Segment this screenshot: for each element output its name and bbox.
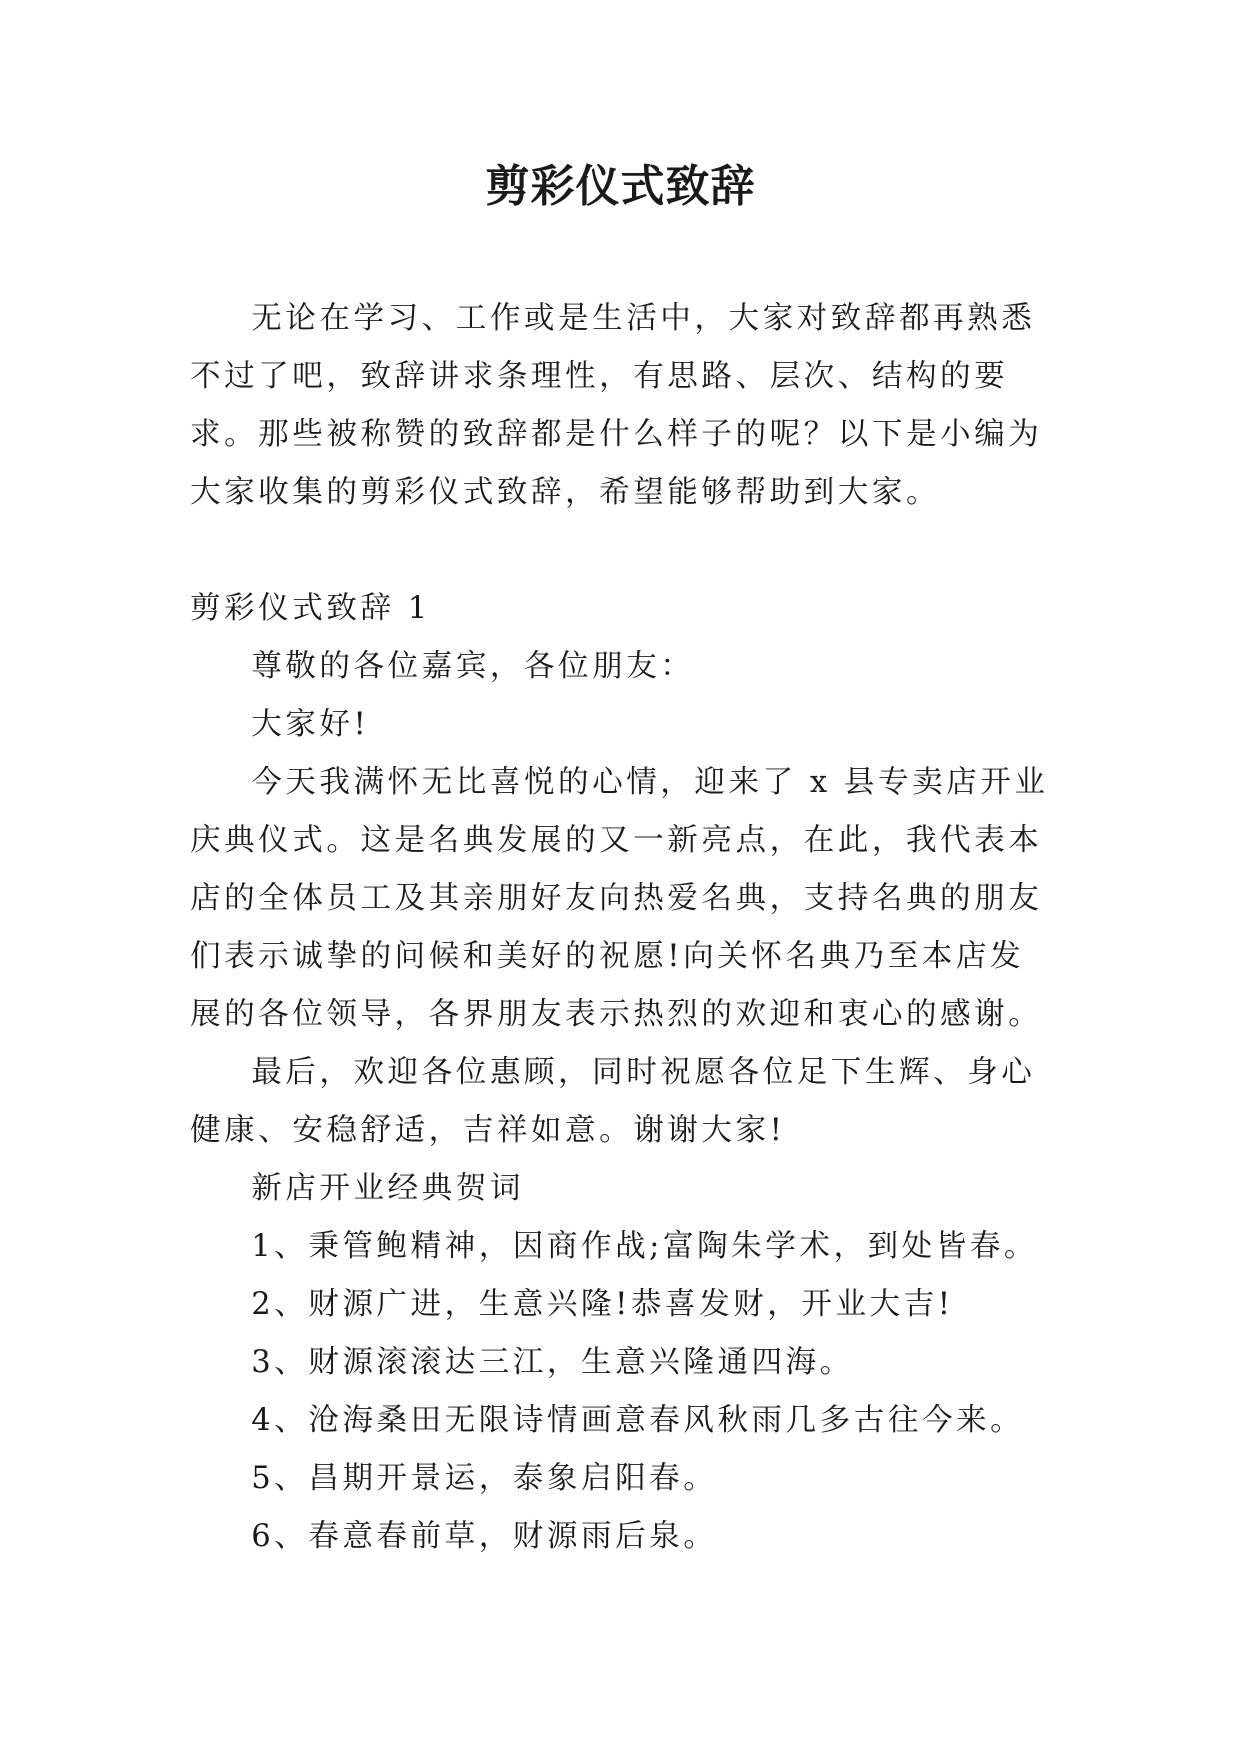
spacer [190, 522, 1056, 580]
closing-paragraph: 最后，欢迎各位惠顾，同时祝愿各位足下生辉、身心健康、安稳舒适，吉祥如意。谢谢大家! [190, 1055, 1036, 1148]
document-body [190, 290, 1056, 1566]
subheading: 新店开业经典贺词 [251, 1171, 524, 1206]
body-paragraph: 今天我满怀无比喜悦的心情，迎来了 x 县专卖店开业庆典仪式。这是名典发展的又一新亮点，在此，我代表本店的全体员工及其亲朋好友向热爱名典，支持名典的朋友们表示诚挚的问候和美好的祝愿!向关怀名典乃至本店发展的各位领导，各界朋友表示热烈的欢迎和衷心的感谢。 [190, 765, 1049, 1032]
list-item: 3、财源滚滚达三江，生意兴隆通四海。 [251, 1345, 854, 1380]
list-item: 2、财源广进，生意兴隆!恭喜发财，开业大吉! [251, 1287, 954, 1322]
list-item: 1、秉管鲍精神，因商作战;富陶朱学术，到处皆春。 [251, 1229, 1039, 1264]
list-item: 5、昌期开景运，泰象启阳春。 [251, 1461, 718, 1496]
list-item: 6、春意春前草，财源雨后泉。 [251, 1519, 718, 1554]
greeting: 大家好! [251, 707, 370, 742]
document-title: 剪彩仪式致辞 [485, 161, 756, 212]
salutation: 尊敬的各位嘉宾，各位朋友： [251, 649, 695, 684]
intro-paragraph: 无论在学习、工作或是生活中，大家对致辞都再熟悉不过了吧，致辞讲求条理性，有思路、层次、结构的要求。那些被称赞的致辞都是什么样子的呢？以下是小编为大家收集的剪彩仪式致辞，希望能够帮助到大家。 [190, 301, 1043, 510]
list-item: 4、沧海桑田无限诗情画意春风秋雨几多古往今来。 [251, 1403, 1025, 1438]
section-heading: 剪彩仪式致辞 1 [190, 591, 431, 626]
